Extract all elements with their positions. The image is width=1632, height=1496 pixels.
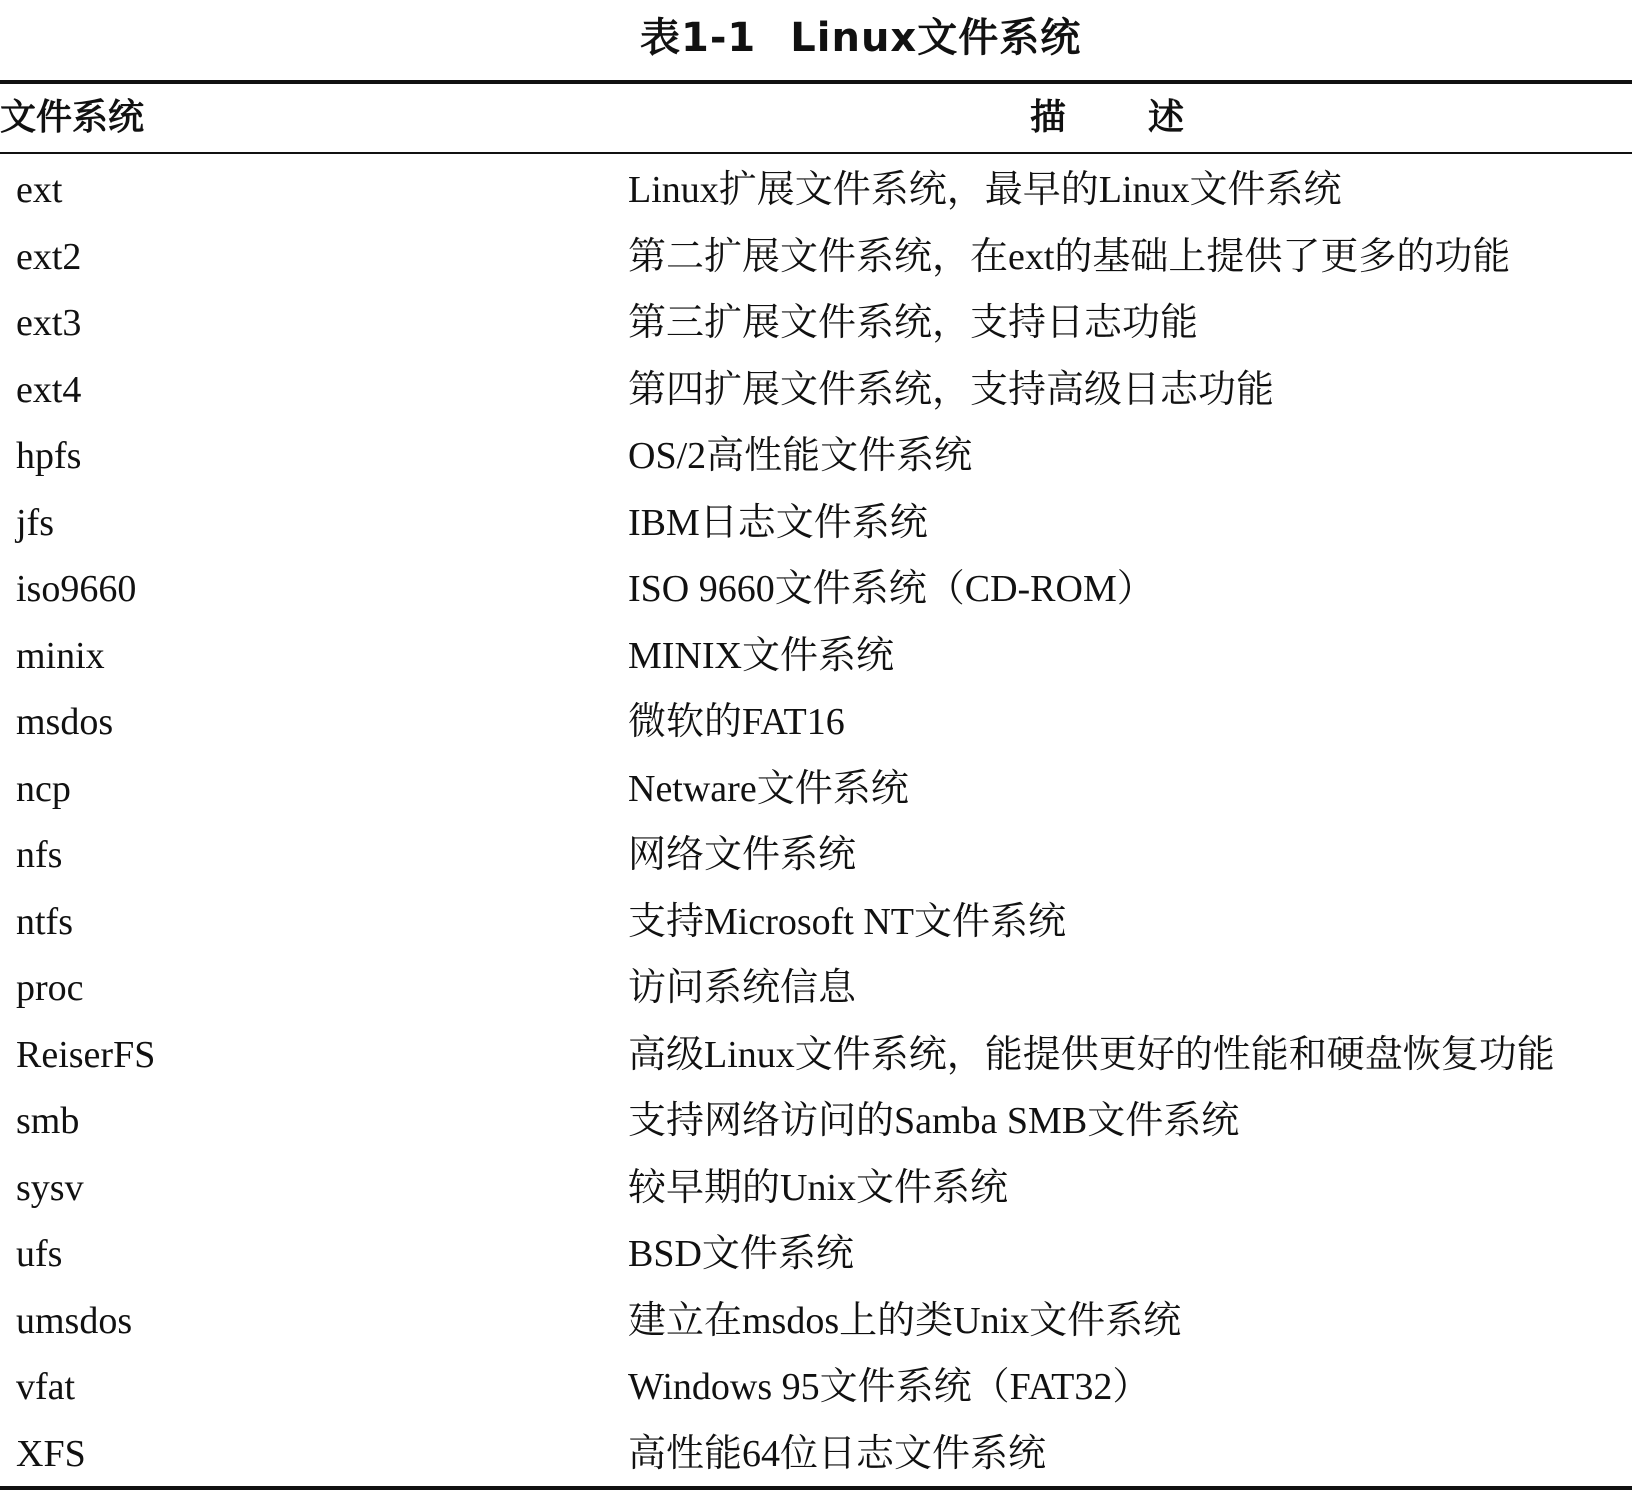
table-row — [0, 1420, 1632, 1487]
cell-description: IBM日志文件系统 — [628, 501, 928, 544]
cell-filesystem: ext2 — [16, 235, 82, 278]
cell-filesystem: ext4 — [16, 368, 82, 411]
cell-description: Windows 95文件系统（FAT32） — [628, 1366, 1151, 1408]
table-row — [0, 755, 1632, 822]
table-row — [0, 1021, 1632, 1088]
table-row — [0, 555, 1632, 622]
cell-filesystem: ncp — [16, 767, 71, 810]
cell-filesystem: sysv — [16, 1166, 84, 1209]
table-number: 表1-1 — [640, 15, 757, 61]
cell-filesystem: proc — [16, 967, 84, 1009]
cell-filesystem: XFS — [16, 1432, 86, 1475]
cell-description: 高性能64位日志文件系统 — [628, 1432, 1047, 1475]
table-row — [0, 1220, 1632, 1287]
cell-description: 访问系统信息 — [628, 967, 857, 1009]
cell-filesystem: minix — [16, 634, 105, 677]
table-row — [0, 1287, 1632, 1354]
cell-filesystem: ReiserFS — [16, 1033, 156, 1076]
cell-filesystem: umsdos — [16, 1299, 133, 1342]
table-body — [0, 156, 1632, 1486]
cell-filesystem: ufs — [16, 1233, 63, 1275]
table-row — [0, 688, 1632, 755]
cell-filesystem: msdos — [16, 701, 114, 743]
cell-description: Linux扩展文件系统，最早的Linux文件系统 — [628, 169, 1342, 211]
table-caption — [640, 10, 1280, 66]
cell-description: 微软的FAT16 — [628, 701, 845, 743]
table-row — [0, 1154, 1632, 1221]
table-row — [0, 1353, 1632, 1420]
cell-description: Netware文件系统 — [628, 767, 909, 810]
header-description: 描述 — [1030, 97, 1267, 138]
cell-description: 网络文件系统 — [628, 834, 857, 876]
cell-filesystem: hpfs — [16, 435, 82, 477]
table-row — [0, 622, 1632, 689]
cell-description: ISO 9660文件系统（CD-ROM） — [628, 568, 1155, 610]
cell-description: 支持网络访问的Samba SMB文件系统 — [628, 1100, 1240, 1142]
table-row — [0, 489, 1632, 556]
table-row — [0, 888, 1632, 955]
cell-description: OS/2高性能文件系统 — [628, 435, 973, 477]
cell-description: 第二扩展文件系统，在ext的基础上提供了更多的功能 — [628, 235, 1511, 278]
header-filesystem: 文件系统 — [0, 97, 145, 138]
cell-description: MINIX文件系统 — [628, 634, 894, 677]
table-row — [0, 356, 1632, 423]
table-row — [0, 821, 1632, 888]
cell-filesystem: ntfs — [16, 900, 73, 943]
cell-filesystem: jfs — [16, 501, 54, 544]
cell-description: 建立在msdos上的类Unix文件系统 — [628, 1299, 1182, 1342]
table-header-row — [0, 84, 1632, 152]
table-bottom-rule — [0, 1486, 1632, 1490]
cell-filesystem: ext3 — [16, 302, 82, 344]
cell-description: 较早期的Unix文件系统 — [628, 1166, 1009, 1209]
cell-filesystem: vfat — [16, 1366, 76, 1408]
table-title-text: Linux文件系统 — [790, 15, 1082, 61]
cell-filesystem: smb — [16, 1100, 80, 1142]
cell-description: 高级Linux文件系统，能提供更好的性能和硬盘恢复功能 — [628, 1033, 1555, 1076]
cell-filesystem: nfs — [16, 834, 63, 876]
table-row — [0, 954, 1632, 1021]
table-row — [0, 289, 1632, 356]
table-row — [0, 156, 1632, 223]
table-row — [0, 1087, 1632, 1154]
cell-filesystem: iso9660 — [16, 568, 137, 610]
cell-description: 支持Microsoft NT文件系统 — [628, 900, 1067, 943]
cell-description: 第四扩展文件系统，支持高级日志功能 — [628, 368, 1275, 411]
cell-description: BSD文件系统 — [628, 1233, 854, 1275]
cell-description: 第三扩展文件系统，支持日志功能 — [628, 302, 1199, 344]
table-header-rule — [0, 152, 1632, 154]
cell-filesystem: ext — [16, 169, 63, 211]
table-row — [0, 422, 1632, 489]
table-row — [0, 223, 1632, 290]
